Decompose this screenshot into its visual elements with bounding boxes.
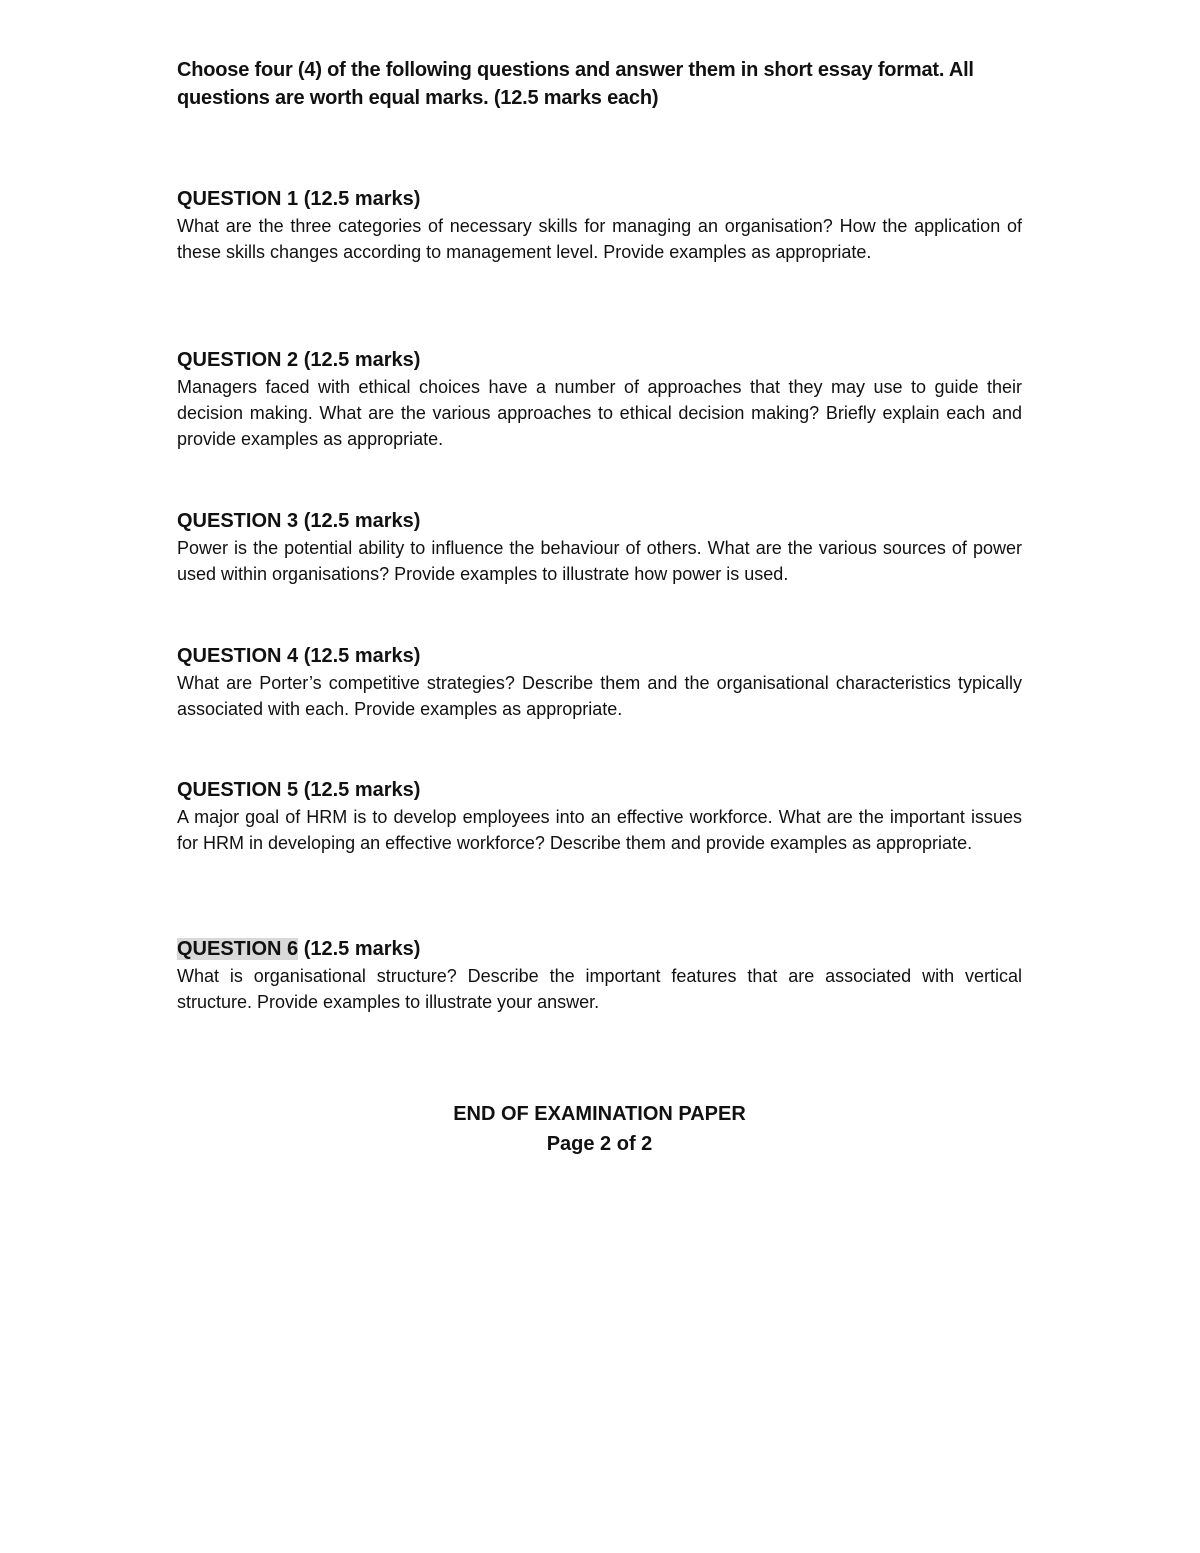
- question-marks: (12.5 marks): [303, 938, 421, 960]
- question-marks: (12.5 marks): [303, 510, 421, 532]
- question-label: QUESTION 4: [177, 645, 299, 667]
- question-text: Power is the potential ability to influence the behaviour of others. What are the various sources of power used within organisations? Provide examples to illustrate how power is used.: [177, 538, 1022, 584]
- question-4: [177, 643, 1022, 722]
- question-label: QUESTION 6: [177, 938, 299, 960]
- question-text: What is organisational structure? Describe the important features that are associated with vertical structure. Provide examples to illustrate your answer.: [177, 966, 1022, 1012]
- question-text: What are the three categories of necessary skills for managing an organisation? How the application of these skills changes according to management level. Provide examples as appropriate.: [177, 216, 1022, 262]
- question-marks: (12.5 marks): [303, 349, 421, 371]
- question-text: Managers faced with ethical choices have a number of approaches that they may use to guide their decision making. What are the various approaches to ethical decision making? Briefly explain each and provide examples as appropriate.: [177, 377, 1022, 449]
- question-text: What are Porter’s competitive strategies? Describe them and the organisational characteristics typically associated with each. Provide examples as appropriate.: [177, 673, 1022, 719]
- question-heading: [177, 347, 1022, 373]
- question-5: [177, 777, 1022, 856]
- question-heading: [177, 777, 1022, 803]
- question-label: QUESTION 3: [177, 510, 299, 532]
- question-heading: [177, 643, 1022, 669]
- exam-footer: [177, 1099, 1022, 1159]
- question-3: [177, 508, 1022, 587]
- question-marks: (12.5 marks): [303, 645, 421, 667]
- question-heading: [177, 936, 1022, 962]
- instructions-text: Choose four (4) of the following questions and answer them in short essay format. All questions are worth equal marks. (12.5 marks each): [177, 59, 974, 109]
- question-1: [177, 186, 1022, 265]
- question-label: QUESTION 2: [177, 349, 299, 371]
- question-6: [177, 936, 1022, 1015]
- question-heading: [177, 186, 1022, 212]
- question-marks: (12.5 marks): [303, 779, 421, 801]
- question-label: QUESTION 5: [177, 779, 299, 801]
- question-marks: (12.5 marks): [303, 188, 421, 210]
- question-label: QUESTION 1: [177, 188, 299, 210]
- question-heading: [177, 508, 1022, 534]
- question-2: [177, 347, 1022, 452]
- page-number: Page 2 of 2: [546, 1133, 653, 1155]
- question-text: A major goal of HRM is to develop employees into an effective workforce. What are the important issues for HRM in developing an effective workforce? Describe them and provide examples as appropriate.: [177, 807, 1022, 853]
- end-of-paper-text: END OF EXAMINATION PAPER: [453, 1103, 746, 1125]
